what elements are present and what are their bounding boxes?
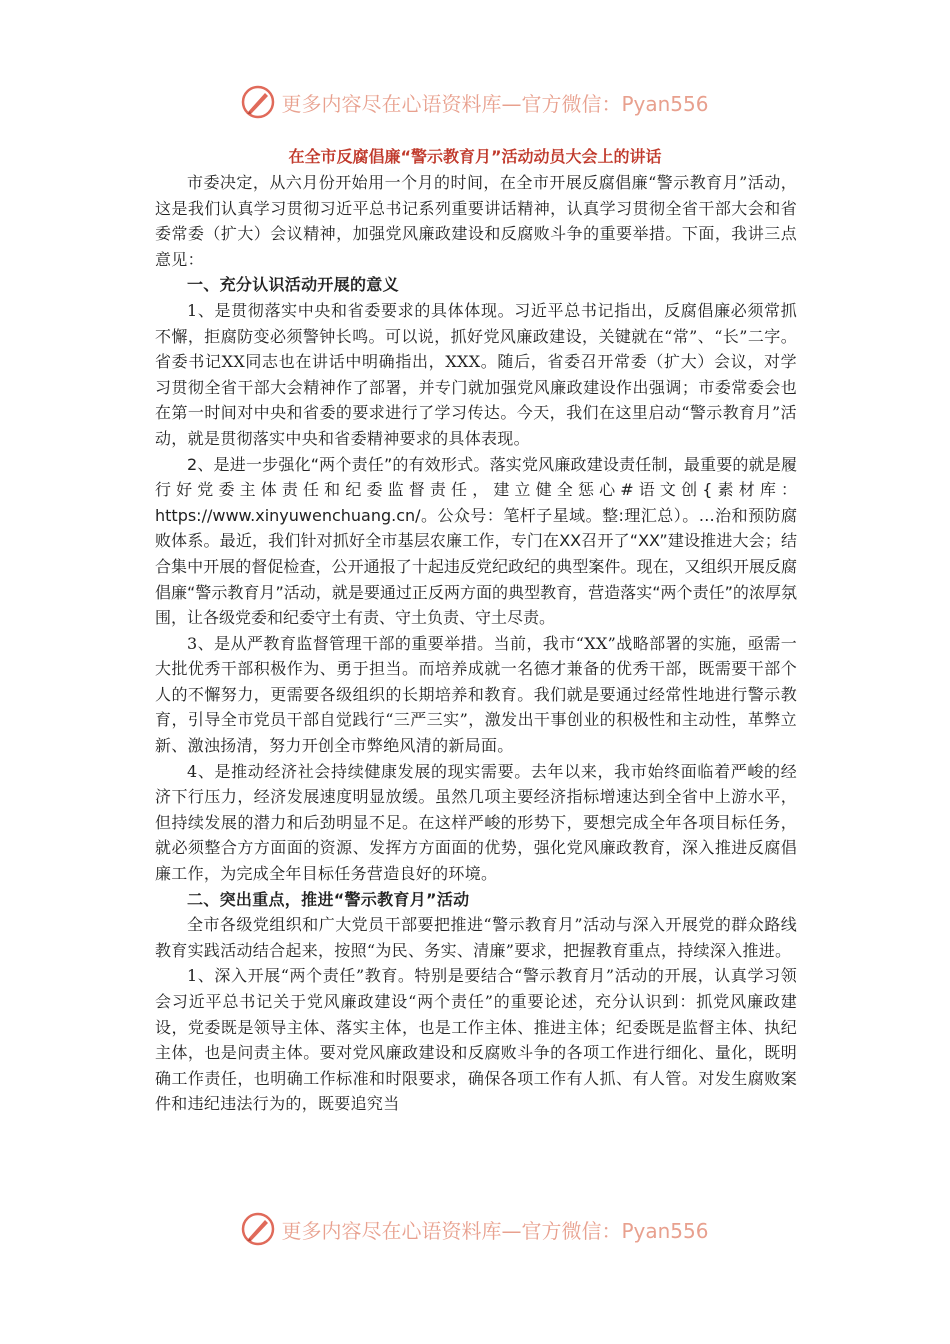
pen-logo-icon xyxy=(241,1212,275,1246)
header-banner-text: 更多内容尽在心语资料库—官方微信：Pyan556 xyxy=(281,91,709,116)
footer-banner xyxy=(0,1209,950,1249)
paragraph-1-3: 3、是从严教育监督管理干部的重要举措。当前，我市“XX”战略部署的实施，亟需一大批优秀干部积极作为、勇于担当。而培养成就一名德才兼备的优秀干部，既需要干部个人的不懈努力，更需要各级组织的长期培养和教育。我们就是要通过经常性地进行警示教育，引导全市党员干部自觉践行“三严三实”，激发出干事创业的积极性和主动性，革弊立新、激浊扬清，努力开创全市弊绝风清的新局面。 xyxy=(155,633,797,756)
paragraph-1-1: 1、是贯彻落实中央和省委要求的具体体现。习近平总书记指出，反腐倡廉必须常抓不懈，拒腐防变必须警钟长鸣。可以说，抓好党风廉政建设，关键就在“常”、“长”二字。省委书记XX同志也在讲话中明确指出，XXX。随后，省委召开常委（扩大）会议，对学习贯彻全省干部大会精神作了部署，并专门就加强党风廉政建设作出强调；市委常委会也在第一时间对中央和省委的要求进行了学习传达。今天，我们在这里启动“警示教育月”活动，就是贯彻落实中央和省委精神要求的具体表现。 xyxy=(155,300,797,448)
pen-logo-icon xyxy=(241,85,275,119)
paragraph-1-2: 2、是进一步强化“两个责任”的有效形式。落实党风廉政建设责任制，最重要的就是履行好党委主体责任和纪委监督责任，建立健全惩心#语文创{素材库：https://www.xinyuwenchuang.cn/。公众号：笔杆子星域。整:理汇总）。…治和预防腐败体系。最近，我们针对抓好全市基层农廉工作，专门在XX召开了“XX”建设推进大会；结合集中开展的督促检查，公开通报了十起违反党纪政纪的典型案件。现在，又组织开展反腐倡廉“警示教育月”活动，就是要通过正反两方面的典型教育，营造落实“两个责任”的浓厚氛围，让各级党委和纪委守土有责、守土负责、守土尽责。 xyxy=(155,454,797,628)
header-banner xyxy=(0,82,950,122)
paragraph-2-intro: 全市各级党组织和广大党员干部要把推进“警示教育月”活动与深入开展党的群众路线教育实践活动结合起来，按照“为民、务实、清廉”要求，把握教育重点，持续深入推进。 xyxy=(155,915,797,960)
document-title: 在全市反腐倡廉“警示教育月”活动动员大会上的讲话 xyxy=(288,147,662,166)
section-heading-2: 二、突出重点，推进“警示教育月”活动 xyxy=(187,889,470,909)
footer-banner-text: 更多内容尽在心语资料库—官方微信：Pyan556 xyxy=(281,1218,709,1243)
paragraph-intro: 市委决定，从六月份开始用一个月的时间，在全市开展反腐倡廉“警示教育月”活动，这是我们认真学习贯彻习近平总书记系列重要讲话精神，认真学习贯彻全省干部大会和省委常委（扩大）会议精神，加强党风廉政建设和反腐败斗争的重要举措。下面，我讲三点意见： xyxy=(155,173,797,269)
paragraph-2-1: 1、深入开展“两个责任”教育。特别是要结合“警示教育月”活动的开展，认真学习领会习近平总书记关于党风廉政建设“两个责任”的重要论述，充分认识到：抓党风廉政建设，党委既是领导主体、落实主体，也是工作主体、推进主体；纪委既是监督主体、执纪主体，也是问责主体。要对党风廉政建设和反腐败斗争的各项工作进行细化、量化，既明确工作责任，也明确工作标准和时限要求，确保各项工作有人抓、有人管。对发生腐败案件和违纪违法行为的，既要追究当 xyxy=(155,966,797,1114)
document-body xyxy=(155,170,797,1117)
section-heading-1: 一、充分认识活动开展的意义 xyxy=(187,275,399,295)
paragraph-1-4: 4、是推动经济社会持续健康发展的现实需要。去年以来，我市始终面临着严峻的经济下行压力，经济发展速度明显放缓。虽然几项主要经济指标增速达到全省中上游水平，但持续发展的潜力和后劲明显不足。在这样严峻的形势下，要想完成全年各项目标任务，就必须整合方方面面的资源、发挥方方面面的优势，强化党风廉政教育，深入推进反腐倡廉工作，为完成全年目标任务营造良好的环境。 xyxy=(155,761,797,884)
